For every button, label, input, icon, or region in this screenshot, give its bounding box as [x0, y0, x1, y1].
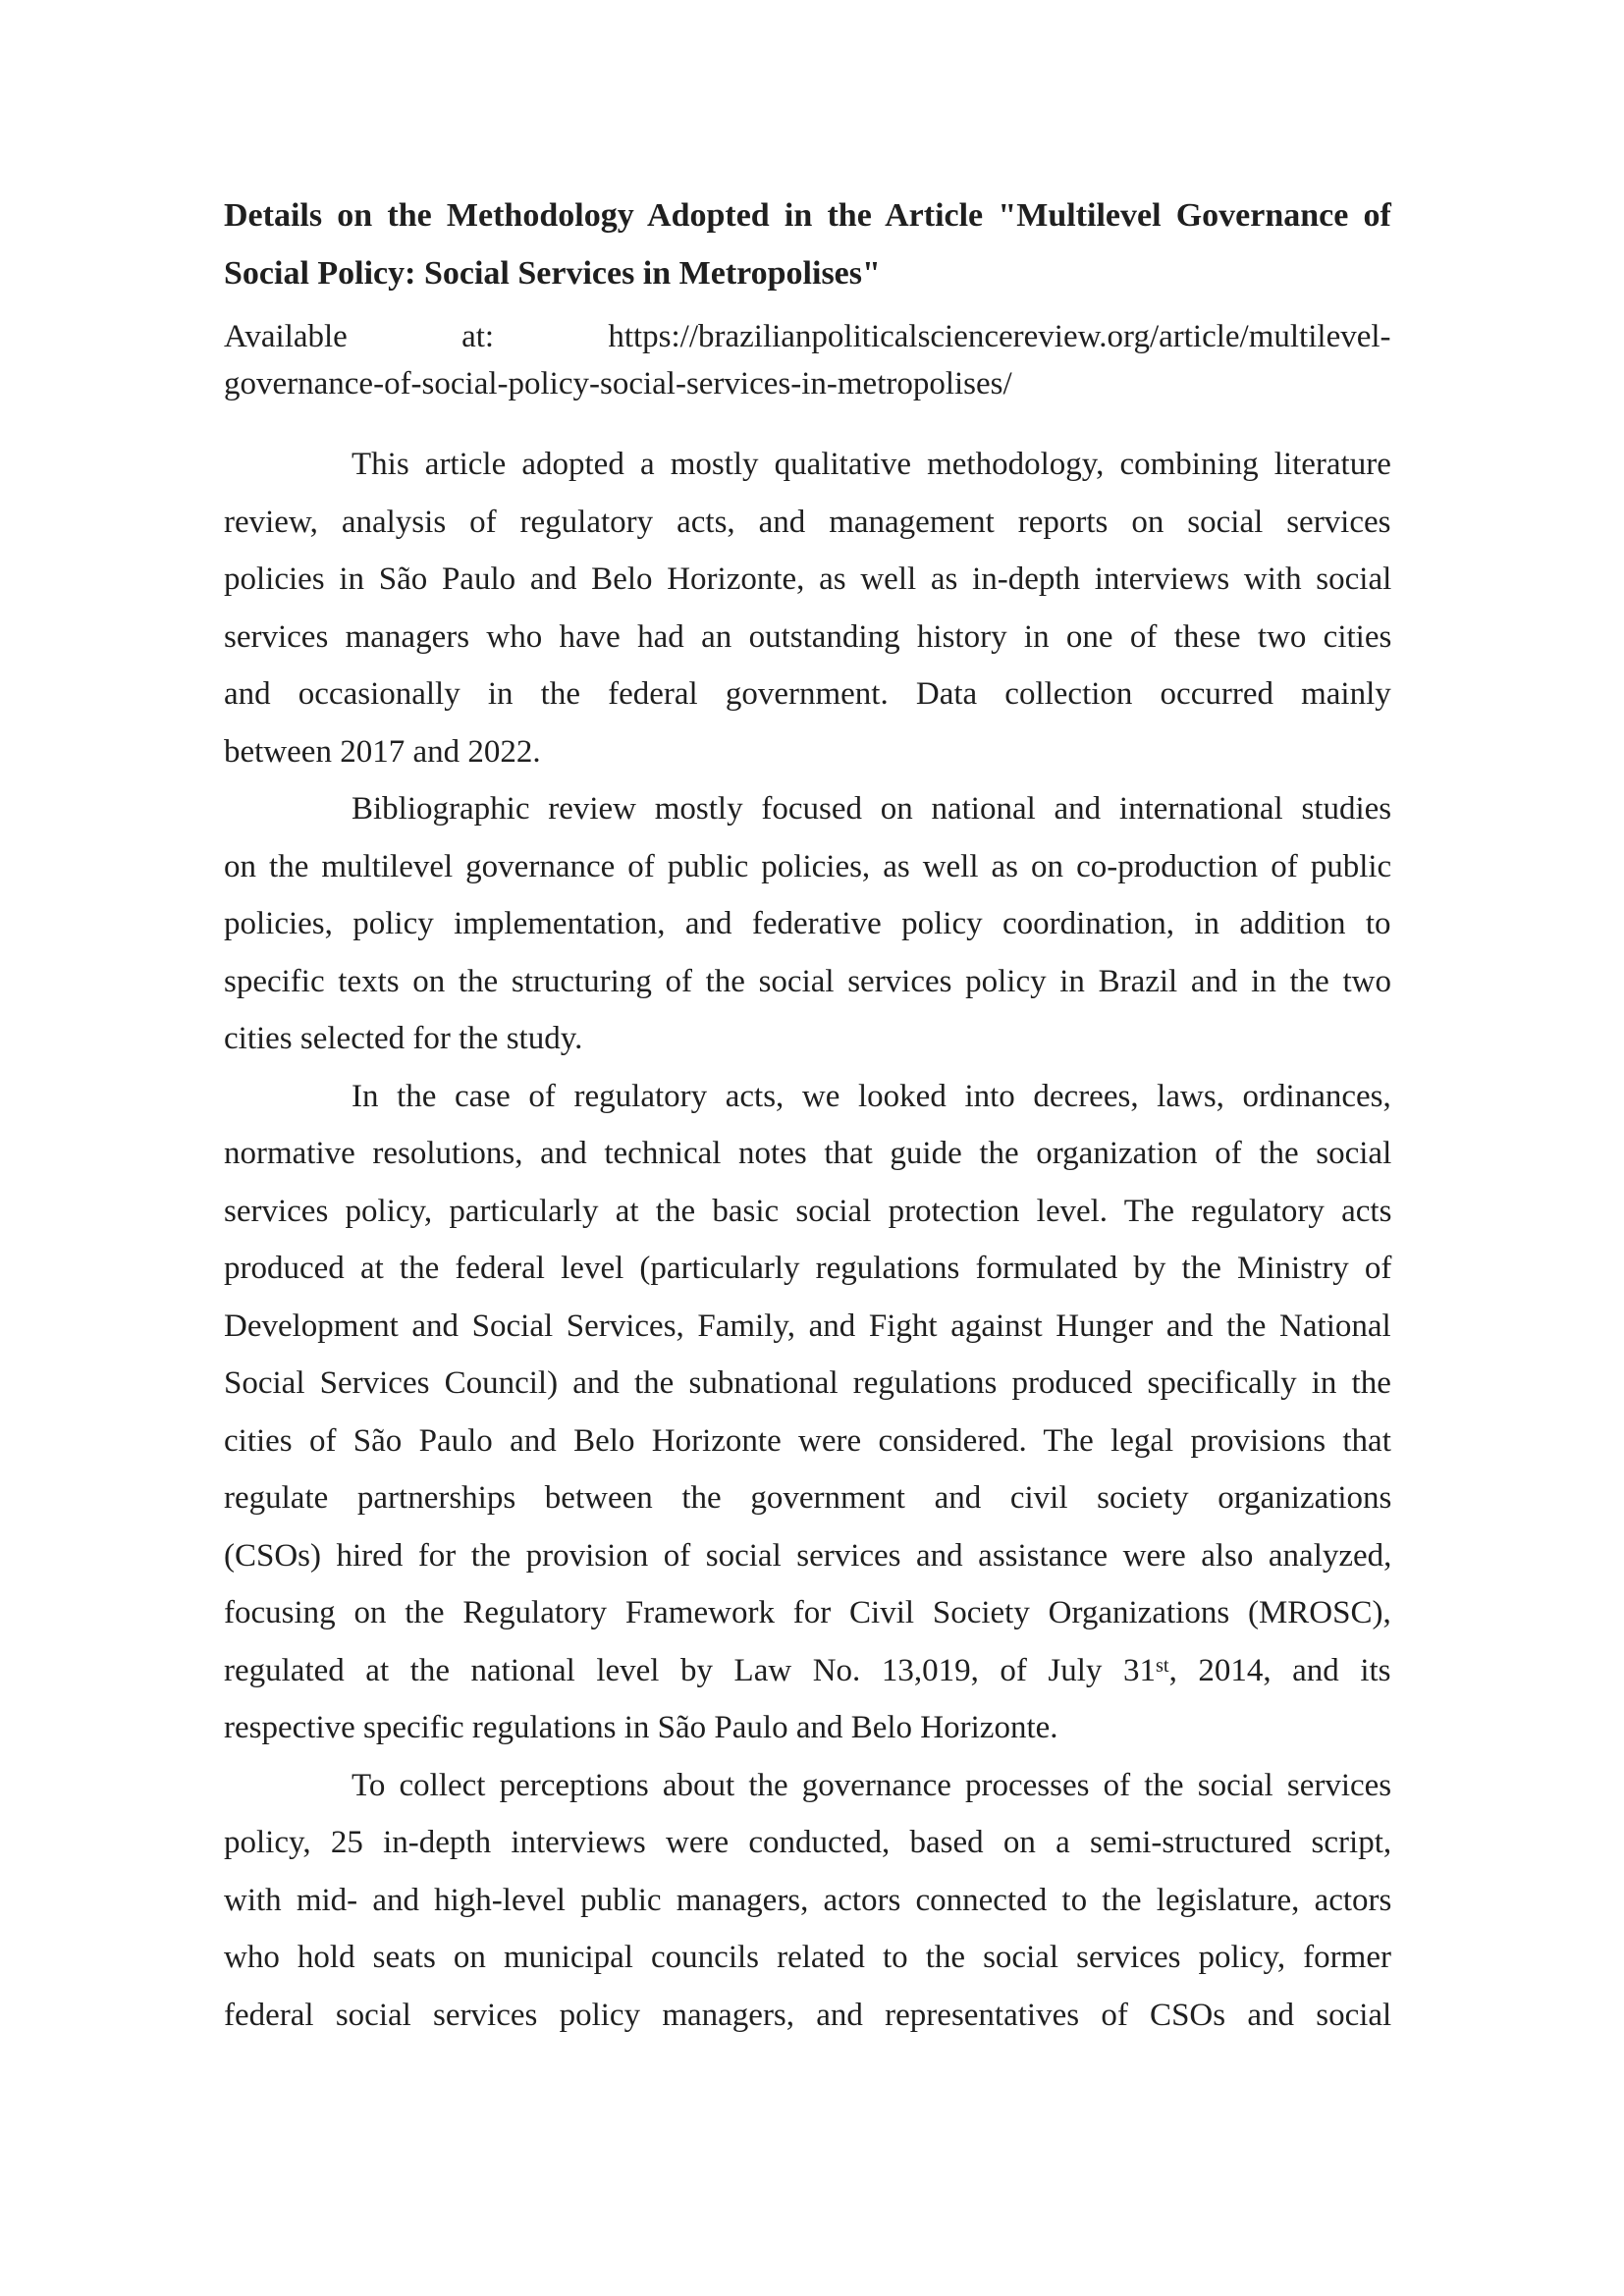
text-line: regulated at the national level by Law No. 13,019, of July 31st, 2014, and its: [224, 1652, 1391, 1688]
document-body: [224, 436, 1391, 2044]
text-line: with mid- and high-level public managers, actors connected to the legislature, actors: [224, 1882, 1392, 1918]
text-line: focusing on the Regulatory Framework for Civil Society Organizations (MROSC),: [224, 1595, 1391, 1630]
text-line: policy, 25 in-depth interviews were conducted, based on a semi-structured script,: [224, 1825, 1392, 1860]
text-line: This article adopted a mostly qualitative methodology, combining literature: [352, 447, 1391, 482]
text-line: (CSOs) hired for the provision of social services and assistance were also analyzed,: [224, 1537, 1392, 1574]
text-line: federal social services policy managers, and representatives of CSOs and social: [224, 1997, 1392, 2033]
text-line: Bibliographic review mostly focused on national and international studies: [352, 791, 1392, 827]
paragraph-4: [224, 1757, 1391, 2045]
text-line: produced at the federal level (particularly regulations formulated by the Ministry of: [224, 1251, 1392, 1286]
text-line: Development and Social Services, Family, and Fight against Hunger and the National: [224, 1308, 1391, 1344]
paragraph-2: [224, 780, 1391, 1068]
text-line: between 2017 and 2022.: [224, 733, 541, 770]
text-line: specific texts on the structuring of the social services policy in Brazil and in the two: [224, 963, 1391, 999]
availability-note: [224, 313, 1391, 407]
title-line-1: Details on the Methodology Adopted in the Article "Multilevel Governance of: [224, 197, 1391, 234]
text-line: To collect perceptions about the governance processes of the social services: [352, 1767, 1392, 1803]
text-line: cities of São Paulo and Belo Horizonte were considered. The legal provisions that: [224, 1422, 1391, 1459]
text-line: who hold seats on municipal councils related to the social services policy, former: [224, 1940, 1391, 1975]
text-line: regulate partnerships between the government and civil society organizations: [224, 1480, 1392, 1516]
text-line: normative resolutions, and technical notes that guide the organization of the social: [224, 1136, 1392, 1171]
document-title: [224, 187, 1391, 302]
paragraph-1: [224, 436, 1391, 780]
text-line: and occasionally in the federal government. Data collection occurred mainly: [224, 676, 1391, 712]
title-line-2: Social Policy: Social Services in Metropolises": [224, 255, 881, 292]
text-line: services managers who have had an outstanding history in one of these two cities: [224, 618, 1392, 655]
text-block: [224, 0, 1391, 2044]
text-line: cities selected for the study.: [224, 1021, 583, 1056]
text-line: policies in São Paulo and Belo Horizonte, as well as in-depth interviews with social: [224, 561, 1392, 597]
text-line: services policy, particularly at the basic social protection level. The regulatory acts: [224, 1193, 1392, 1229]
text-line: respective specific regulations in São Paulo and Belo Horizonte.: [224, 1710, 1058, 1745]
paragraph-3: [224, 1068, 1391, 1757]
text-line: on the multilevel governance of public policies, as well as on co-production of public: [224, 848, 1392, 884]
availability-line-2: governance-of-social-policy-social-services-in-metropolises/: [224, 366, 1012, 401]
text-line: In the case of regulatory acts, we looked into decrees, laws, ordinances,: [352, 1078, 1391, 1114]
text-line: policies, policy implementation, and federative policy coordination, in addition to: [224, 906, 1391, 941]
availability-line-1: Available at: https://brazilianpoliticalsciencereview.org/article/multilevel-: [224, 319, 1391, 354]
text-line: review, analysis of regulatory acts, and management reports on social services: [224, 504, 1391, 540]
text-line: Social Services Council) and the subnational regulations produced specifically in the: [224, 1365, 1391, 1401]
